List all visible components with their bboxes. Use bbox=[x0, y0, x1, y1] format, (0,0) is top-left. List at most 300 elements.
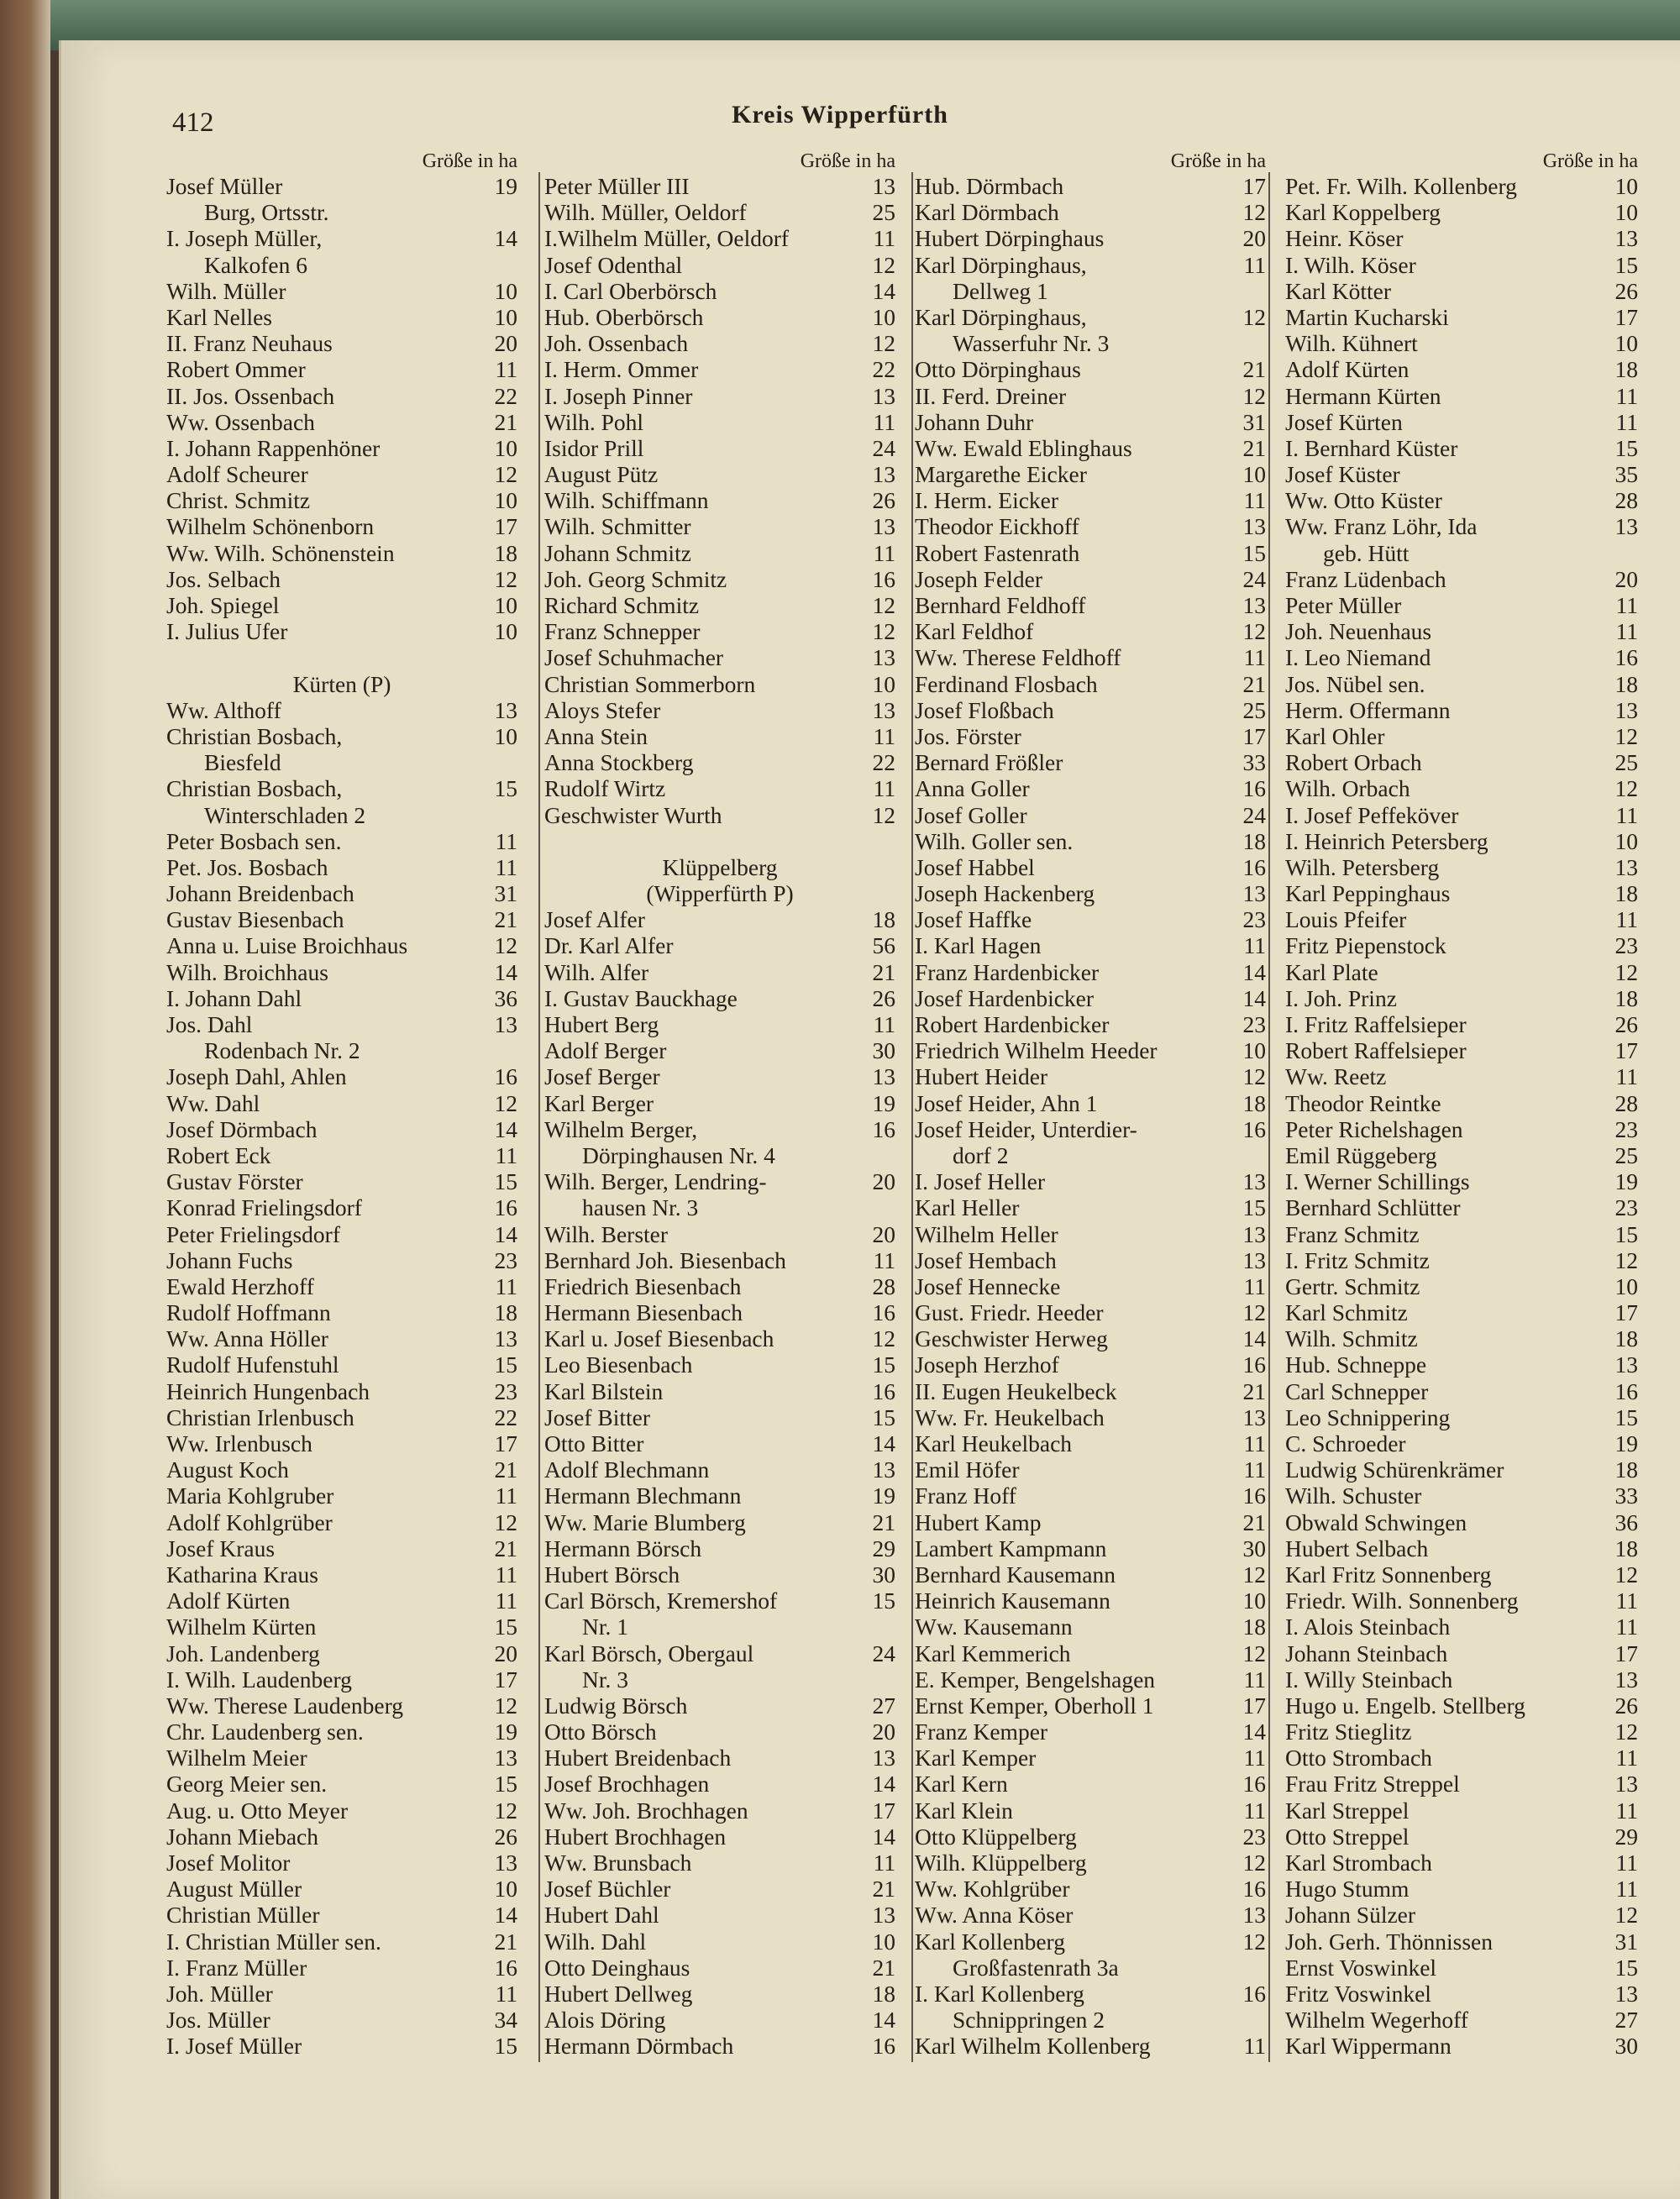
entry-row bbox=[1285, 1456, 1638, 1483]
owner-name: Josef Molitor bbox=[166, 1850, 291, 1876]
entry-row bbox=[544, 906, 895, 932]
entry-row bbox=[166, 1824, 517, 1850]
area-ha: 12 bbox=[1614, 722, 1638, 749]
owner-name: Hubert Brochhagen bbox=[544, 1823, 727, 1850]
area-ha bbox=[475, 749, 517, 775]
owner-name: Theodor Reintke bbox=[1285, 1089, 1441, 1116]
area-ha: 13 bbox=[872, 644, 895, 671]
owner-name: Frau Fritz Streppel bbox=[1285, 1771, 1460, 1798]
area-ha: 12 bbox=[494, 1797, 517, 1824]
entry-row bbox=[1285, 592, 1638, 618]
entry-row bbox=[915, 1483, 1266, 1509]
entry-row bbox=[915, 775, 1266, 801]
owner-name: Wilh. Müller, Oeldorf bbox=[544, 199, 747, 226]
entry-row bbox=[544, 1221, 895, 1247]
owner-name: Josef Alfer bbox=[544, 906, 645, 933]
owner-name: Bernhard Schlütter bbox=[1285, 1194, 1461, 1221]
owner-name: Otto Bitter bbox=[544, 1430, 644, 1456]
entry-row bbox=[1285, 802, 1638, 828]
entry-row bbox=[544, 697, 895, 723]
area-ha: 16 bbox=[1242, 1351, 1266, 1378]
area-ha: 13 bbox=[1614, 1771, 1638, 1798]
area-ha: 23 bbox=[1614, 932, 1638, 959]
entry-row bbox=[166, 854, 517, 880]
area-ha: 13 bbox=[1242, 1404, 1266, 1430]
entry-row bbox=[166, 278, 517, 304]
area-ha: 31 bbox=[1614, 1928, 1638, 1955]
entry-row bbox=[1285, 854, 1638, 880]
book-spine-edge bbox=[0, 0, 50, 2199]
area-ha: 23 bbox=[1614, 1115, 1638, 1142]
area-ha: 12 bbox=[1242, 618, 1266, 645]
area-ha: 26 bbox=[1614, 1011, 1638, 1037]
area-ha: 16 bbox=[1242, 1115, 1266, 1142]
entry-row bbox=[1285, 1509, 1638, 1535]
owner-name: Herm. Offermann bbox=[1285, 696, 1451, 723]
area-ha: 24 bbox=[872, 1640, 895, 1666]
owner-name: Karl Feldhof bbox=[915, 618, 1034, 645]
area-ha: 11 bbox=[873, 775, 895, 802]
area-ha: 11 bbox=[1243, 644, 1266, 671]
area-ha: 16 bbox=[1242, 1771, 1266, 1798]
area-ha: 13 bbox=[872, 1745, 895, 1771]
owner-name: Rudolf Wirtz bbox=[544, 775, 666, 802]
owner-name: Karl Ohler bbox=[1285, 722, 1385, 749]
area-ha: 12 bbox=[1614, 1902, 1638, 1929]
entry-row bbox=[166, 2007, 517, 2033]
entry-row bbox=[544, 1483, 895, 1509]
entry-row bbox=[544, 1798, 895, 1824]
area-ha: 12 bbox=[494, 932, 517, 959]
entry-row bbox=[166, 1430, 517, 1456]
entry-row bbox=[1285, 1719, 1638, 1745]
area-ha bbox=[1596, 540, 1638, 566]
owner-name: Maria Kohlgruber bbox=[166, 1483, 334, 1509]
area-ha: 10 bbox=[494, 592, 517, 618]
area-ha bbox=[1224, 278, 1266, 304]
owner-name: Josef Heider, Ahn 1 bbox=[915, 1089, 1098, 1116]
owner-name: I. Alois Steinbach bbox=[1285, 1614, 1451, 1640]
area-ha: 30 bbox=[872, 1561, 895, 1588]
area-ha: 11 bbox=[1243, 1797, 1266, 1824]
entry-row bbox=[544, 278, 895, 304]
owner-name: Karl u. Josef Biesenbach bbox=[544, 1325, 774, 1352]
entry-row bbox=[166, 1693, 517, 1719]
area-ha: 12 bbox=[494, 565, 517, 592]
owner-name: Wilh. Schmitter bbox=[544, 513, 691, 540]
area-ha: 14 bbox=[494, 958, 517, 985]
owner-name: Ww. Brunsbach bbox=[544, 1850, 692, 1876]
owner-name: Karl Koppelberg bbox=[1285, 199, 1441, 226]
area-ha: 10 bbox=[872, 303, 895, 330]
entry-row bbox=[1285, 775, 1638, 801]
owner-name: Joh. Ossenbach bbox=[544, 330, 689, 357]
area-ha: 18 bbox=[1614, 670, 1638, 697]
owner-name: Josef Hembach bbox=[915, 1246, 1057, 1273]
owner-name: Obwald Schwingen bbox=[1285, 1509, 1467, 1535]
area-ha: 21 bbox=[872, 1876, 895, 1902]
entry-continuation bbox=[544, 1666, 895, 1693]
entry-row bbox=[544, 1955, 895, 1981]
entry-row bbox=[166, 775, 517, 801]
area-ha: 11 bbox=[1615, 1876, 1638, 1902]
entry-row bbox=[915, 435, 1266, 461]
section-heading: Klüppelberg bbox=[662, 853, 778, 880]
owner-name: Wilh. Schmitz bbox=[1285, 1325, 1418, 1352]
area-ha: 23 bbox=[1242, 1011, 1266, 1037]
entry-row bbox=[544, 2033, 895, 2059]
area-ha: 19 bbox=[1614, 1430, 1638, 1456]
entry-row bbox=[1285, 880, 1638, 906]
area-ha: 15 bbox=[494, 1614, 517, 1640]
owner-name: Dörpinghausen Nr. 4 bbox=[582, 1141, 775, 1168]
owner-name: I. Willy Steinbach bbox=[1285, 1666, 1453, 1693]
entry-row bbox=[544, 252, 895, 278]
area-ha: 12 bbox=[1614, 958, 1638, 985]
owner-name: Wilhelm Wegerhoff bbox=[1285, 2007, 1468, 2034]
owner-name: Heinrich Kausemann bbox=[915, 1588, 1110, 1614]
area-ha: 16 bbox=[494, 1194, 517, 1221]
owner-name: Rodenbach Nr. 2 bbox=[204, 1037, 360, 1064]
area-ha: 33 bbox=[1242, 749, 1266, 776]
entry-row bbox=[166, 1981, 517, 2007]
area-ha: 29 bbox=[1614, 1823, 1638, 1850]
area-ha: 15 bbox=[494, 2033, 517, 2060]
owner-name: II. Jos. Ossenbach bbox=[166, 382, 335, 409]
owner-name: Christian Irlenbusch bbox=[166, 1404, 354, 1430]
owner-name: Wilh. Broichhaus bbox=[166, 958, 328, 985]
entry-row bbox=[166, 618, 517, 644]
entry-row bbox=[1285, 1614, 1638, 1640]
owner-name: Karl Berger bbox=[544, 1089, 654, 1116]
entry-row bbox=[1285, 252, 1638, 278]
owner-name: Ww. Fr. Heukelbach bbox=[915, 1404, 1105, 1430]
area-ha: 11 bbox=[1615, 382, 1638, 409]
entry-row bbox=[544, 173, 895, 199]
entry-row bbox=[915, 906, 1266, 932]
area-ha: 23 bbox=[1242, 1823, 1266, 1850]
area-ha: 13 bbox=[1242, 1220, 1266, 1247]
area-ha: 12 bbox=[872, 592, 895, 618]
entry-row bbox=[166, 540, 517, 566]
entry-row bbox=[1285, 1430, 1638, 1456]
owner-name: Karl Heller bbox=[915, 1194, 1020, 1221]
owner-name: Hubert Dellweg bbox=[544, 1980, 693, 2007]
area-ha: 14 bbox=[872, 1430, 895, 1456]
entry-row bbox=[1285, 828, 1638, 854]
area-ha: 19 bbox=[872, 1483, 895, 1509]
owner-name: Johann Miebach bbox=[166, 1823, 318, 1850]
owner-name: Robert Raffelsieper bbox=[1285, 1037, 1467, 1064]
owner-name: Friedr. Wilh. Sonnenberg bbox=[1285, 1588, 1519, 1614]
entry-row bbox=[915, 1037, 1266, 1063]
entry-row bbox=[915, 1247, 1266, 1273]
area-ha: 17 bbox=[872, 1797, 895, 1824]
area-ha: 24 bbox=[1242, 565, 1266, 592]
entry-row bbox=[166, 985, 517, 1011]
owner-name: Leo Schnippering bbox=[1285, 1404, 1451, 1430]
area-ha: 17 bbox=[1242, 173, 1266, 199]
owner-name: Josef Kraus bbox=[166, 1535, 276, 1561]
owner-name: dorf 2 bbox=[953, 1141, 1009, 1168]
entry-row bbox=[1285, 1142, 1638, 1168]
entry-row bbox=[1285, 1640, 1638, 1666]
area-ha: 12 bbox=[1242, 382, 1266, 409]
owner-name: August Müller bbox=[166, 1876, 302, 1902]
column-3 bbox=[915, 150, 1266, 2060]
owner-name: Christian Bosbach, bbox=[166, 722, 343, 749]
owner-name: Bernard Frößler bbox=[915, 749, 1063, 776]
entry-row bbox=[1285, 1194, 1638, 1220]
area-ha: 11 bbox=[1243, 1745, 1266, 1771]
area-ha: 10 bbox=[494, 1876, 517, 1902]
area-ha: 11 bbox=[1615, 1614, 1638, 1640]
area-ha: 10 bbox=[1614, 173, 1638, 199]
area-ha: 25 bbox=[1614, 1141, 1638, 1168]
entry-row bbox=[1285, 1824, 1638, 1850]
column-separator bbox=[1268, 172, 1270, 2062]
owner-name: Johann Sülzer bbox=[1285, 1902, 1416, 1929]
entry-row bbox=[166, 697, 517, 723]
owner-name: Geschwister Wurth bbox=[544, 801, 722, 828]
owner-name: Jos. Müller bbox=[166, 2007, 270, 2034]
area-ha: 11 bbox=[495, 1483, 517, 1509]
entry-continuation bbox=[915, 330, 1266, 356]
owner-name: Peter Müller III bbox=[544, 173, 690, 199]
entry-row bbox=[1285, 1588, 1638, 1614]
owner-name: Christian Müller bbox=[166, 1902, 320, 1929]
owner-name: Joh. Neuenhaus bbox=[1285, 618, 1432, 645]
owner-name: Pet. Fr. Wilh. Kollenberg bbox=[1285, 173, 1517, 199]
owner-name: Georg Meier sen. bbox=[166, 1771, 328, 1798]
area-ha: 13 bbox=[872, 696, 895, 723]
entry-row bbox=[166, 1745, 517, 1771]
entry-row bbox=[544, 1168, 895, 1194]
area-ha: 31 bbox=[494, 880, 517, 907]
area-ha: 12 bbox=[1242, 1928, 1266, 1955]
entry-row bbox=[915, 1404, 1266, 1430]
area-ha: 23 bbox=[1614, 1194, 1638, 1221]
area-ha: 16 bbox=[1242, 775, 1266, 802]
area-ha: 12 bbox=[494, 461, 517, 488]
area-ha: 13 bbox=[1242, 1246, 1266, 1273]
area-ha: 14 bbox=[872, 1823, 895, 1850]
owner-name: Joseph Dahl, Ahlen bbox=[166, 1063, 347, 1090]
owner-name: Karl Nelles bbox=[166, 303, 272, 330]
entry-row bbox=[915, 1798, 1266, 1824]
area-ha: 21 bbox=[872, 1954, 895, 1981]
entry-row bbox=[1285, 1299, 1638, 1325]
entry-row bbox=[1285, 1116, 1638, 1142]
owner-name: Joseph Hackenberg bbox=[915, 880, 1095, 907]
entry-row bbox=[166, 1011, 517, 1037]
entry-row bbox=[544, 1824, 895, 1850]
entry-row bbox=[166, 723, 517, 749]
column-separator bbox=[911, 172, 913, 2062]
owner-name: Karl Dörpinghaus, bbox=[915, 251, 1087, 278]
area-ha: 15 bbox=[494, 1168, 517, 1195]
area-ha: 31 bbox=[1242, 408, 1266, 435]
owner-name: Carl Börsch, Kremershof bbox=[544, 1588, 778, 1614]
area-ha: 18 bbox=[1614, 984, 1638, 1011]
area-ha: 11 bbox=[1615, 801, 1638, 828]
area-ha: 13 bbox=[494, 1745, 517, 1771]
owner-name: Ww. Otto Küster bbox=[1285, 487, 1442, 514]
entry-row bbox=[544, 1588, 895, 1614]
area-ha: 11 bbox=[873, 1011, 895, 1037]
area-ha: 36 bbox=[1614, 1509, 1638, 1535]
area-ha: 14 bbox=[872, 1771, 895, 1798]
column-body bbox=[544, 173, 895, 2060]
entry-row bbox=[1285, 461, 1638, 487]
entry-row bbox=[544, 1535, 895, 1561]
area-ha: 12 bbox=[1614, 1719, 1638, 1745]
owner-name: Winterschladen 2 bbox=[204, 801, 366, 828]
area-ha: 18 bbox=[1614, 1456, 1638, 1483]
area-ha: 16 bbox=[1242, 1876, 1266, 1902]
entry-row bbox=[166, 1378, 517, 1404]
owner-name: Joh. Gerh. Thönnissen bbox=[1285, 1928, 1493, 1955]
area-ha: 16 bbox=[494, 1954, 517, 1981]
area-ha: 25 bbox=[1614, 749, 1638, 776]
entry-row bbox=[915, 723, 1266, 749]
owner-name: Ferdinand Flosbach bbox=[915, 670, 1098, 697]
area-ha: 13 bbox=[1242, 1168, 1266, 1195]
owner-name: Heinrich Hungenbach bbox=[166, 1378, 370, 1404]
owner-name: Franz Hardenbicker bbox=[915, 958, 1100, 985]
entry-row bbox=[1285, 330, 1638, 356]
owner-name: Anna Goller bbox=[915, 775, 1030, 802]
area-ha: 16 bbox=[872, 1378, 895, 1404]
entry-row bbox=[1285, 1745, 1638, 1771]
area-ha: 18 bbox=[1242, 1614, 1266, 1640]
entry-row bbox=[915, 304, 1266, 330]
owner-name: Karl Kollenberg bbox=[915, 1928, 1065, 1955]
owner-name: Karl Klein bbox=[915, 1797, 1013, 1824]
entry-row bbox=[915, 1011, 1266, 1037]
entry-row bbox=[166, 906, 517, 932]
entry-row bbox=[544, 1719, 895, 1745]
owner-name: Hubert Berg bbox=[544, 1011, 659, 1037]
owner-name: Johann Fuchs bbox=[166, 1246, 293, 1273]
entry-row bbox=[166, 1798, 517, 1824]
owner-name: Karl Streppel bbox=[1285, 1797, 1410, 1824]
area-ha: 11 bbox=[1243, 1273, 1266, 1299]
entry-continuation bbox=[544, 1614, 895, 1640]
entry-row bbox=[1285, 225, 1638, 251]
owner-name: Ww. Reetz bbox=[1285, 1063, 1387, 1090]
area-ha: 17 bbox=[1242, 1692, 1266, 1719]
area-ha: 11 bbox=[1615, 1063, 1638, 1090]
entry-row bbox=[166, 1273, 517, 1299]
area-ha: 15 bbox=[872, 1404, 895, 1430]
area-ha: 13 bbox=[1614, 513, 1638, 540]
owner-name: Josef Küster bbox=[1285, 461, 1400, 488]
owner-name: Jos. Nübel sen. bbox=[1285, 670, 1425, 697]
area-ha: 11 bbox=[1243, 1456, 1266, 1483]
entry-row bbox=[1285, 1351, 1638, 1378]
owner-name: Nr. 1 bbox=[582, 1614, 628, 1640]
entry-continuation bbox=[166, 802, 517, 828]
entry-row bbox=[1285, 435, 1638, 461]
owner-name: Aloys Stefer bbox=[544, 696, 661, 723]
area-ha: 10 bbox=[494, 618, 517, 645]
owner-name: Josef Goller bbox=[915, 801, 1027, 828]
area-ha: 13 bbox=[872, 513, 895, 540]
area-ha: 10 bbox=[1614, 199, 1638, 226]
entry-row bbox=[166, 461, 517, 487]
owner-name: Hermann Börsch bbox=[544, 1535, 702, 1561]
owner-name: Wilhelm Meier bbox=[166, 1745, 307, 1771]
area-ha: 21 bbox=[494, 408, 517, 435]
owner-name: I. Leo Niemand bbox=[1285, 644, 1431, 671]
entry-row bbox=[915, 1561, 1266, 1588]
entry-row bbox=[1285, 383, 1638, 409]
page-number: 412 bbox=[172, 108, 214, 138]
owner-name: Wilhelm Kürten bbox=[166, 1614, 317, 1640]
area-ha: 11 bbox=[873, 1246, 895, 1273]
entry-row bbox=[1285, 1876, 1638, 1902]
owner-name: Hubert Kamp bbox=[915, 1509, 1042, 1535]
entry-row bbox=[166, 828, 517, 854]
owner-name: Johann Steinbach bbox=[1285, 1640, 1448, 1666]
owner-name: Adolf Blechmann bbox=[544, 1456, 710, 1483]
entry-row bbox=[544, 1351, 895, 1378]
owner-name: Wilh. Pohl bbox=[544, 408, 644, 435]
area-ha bbox=[1224, 330, 1266, 356]
entry-row bbox=[915, 1981, 1266, 2007]
area-ha: 13 bbox=[1614, 853, 1638, 880]
entry-row bbox=[1285, 959, 1638, 985]
owner-name: Wilh. Schiffmann bbox=[544, 487, 709, 514]
owner-name: Christian Bosbach, bbox=[166, 775, 343, 802]
entry-row bbox=[1285, 199, 1638, 225]
area-ha: 13 bbox=[872, 173, 895, 199]
area-ha: 12 bbox=[872, 330, 895, 357]
area-ha: 11 bbox=[1615, 906, 1638, 933]
entry-row bbox=[1285, 173, 1638, 199]
area-ha: 28 bbox=[1614, 487, 1638, 514]
owner-name: I. Joseph Müller, bbox=[166, 225, 323, 252]
area-ha: 20 bbox=[872, 1168, 895, 1195]
area-ha: 20 bbox=[1242, 225, 1266, 252]
owner-name: Robert Hardenbicker bbox=[915, 1011, 1110, 1037]
entry-row bbox=[1285, 644, 1638, 670]
owner-name: Ww. Dahl bbox=[166, 1089, 260, 1116]
owner-name: Hubert Börsch bbox=[544, 1561, 680, 1588]
area-ha: 21 bbox=[494, 1928, 517, 1955]
area-ha: 11 bbox=[873, 539, 895, 566]
owner-name: Aug. u. Otto Meyer bbox=[166, 1797, 349, 1824]
entry-row bbox=[544, 513, 895, 539]
entry-row bbox=[544, 1378, 895, 1404]
entry-row bbox=[544, 723, 895, 749]
area-ha bbox=[475, 252, 517, 278]
area-ha: 21 bbox=[494, 1456, 517, 1483]
entry-continuation bbox=[1285, 540, 1638, 566]
entry-row bbox=[915, 225, 1266, 251]
owner-name: I. Julius Ufer bbox=[166, 618, 288, 645]
area-ha: 11 bbox=[1243, 932, 1266, 959]
owner-name: I. Wilh. Köser bbox=[1285, 251, 1416, 278]
entry-row bbox=[166, 1614, 517, 1640]
entry-row bbox=[915, 1902, 1266, 1928]
owner-name: II. Eugen Heukelbeck bbox=[915, 1378, 1117, 1404]
owner-name: Wilh. Dahl bbox=[544, 1928, 647, 1955]
entry-row bbox=[544, 1509, 895, 1535]
area-ha: 14 bbox=[1242, 1325, 1266, 1352]
owner-name: Rudolf Hoffmann bbox=[166, 1299, 331, 1326]
